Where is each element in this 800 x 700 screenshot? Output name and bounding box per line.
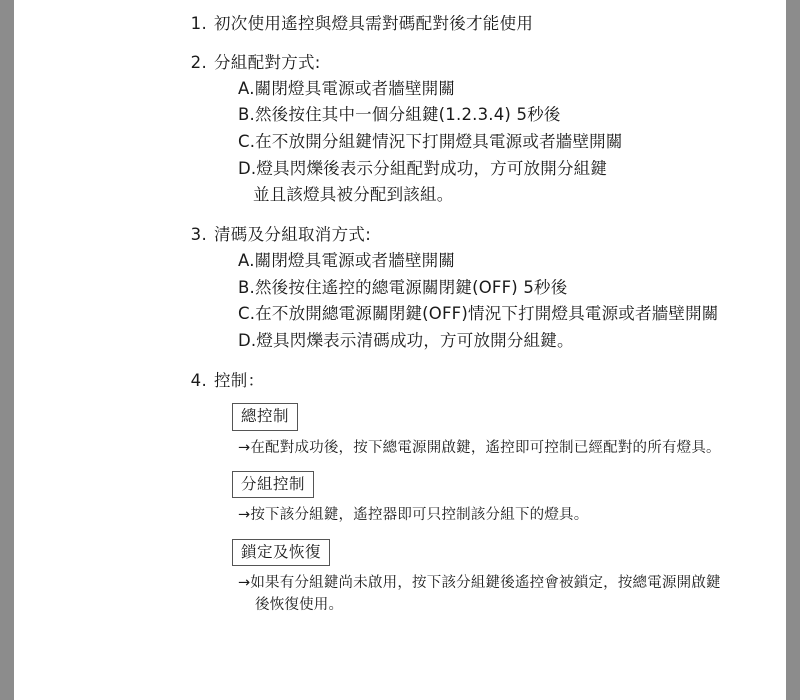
subline: C.在不放開分組鍵情況下打開燈具電源或者牆壁開關 bbox=[238, 131, 623, 151]
control-section bbox=[232, 403, 772, 459]
control-section-text: →按下該分組鍵，遙控器即可只控制該分組下的燈具。 bbox=[238, 507, 589, 524]
control-section-label: 總控制 bbox=[232, 403, 298, 430]
list-item-title: 清碼及分組取消方式: bbox=[214, 225, 372, 245]
right-page-edge-bar bbox=[786, 0, 800, 700]
list-item bbox=[188, 223, 772, 355]
subline: C.在不放開總電源關閉鍵(OFF)情況下打開燈具電源或者牆壁開關 bbox=[238, 304, 719, 324]
control-section bbox=[232, 539, 772, 617]
subline: A.關閉燈具電源或者牆壁開關 bbox=[238, 78, 456, 98]
control-section-text: →在配對成功後，按下總電源開啟鍵，遙控即可控制已經配對的所有燈具。 bbox=[238, 439, 721, 456]
list-item-heading bbox=[188, 369, 772, 394]
list-item bbox=[188, 369, 772, 617]
list-item-heading bbox=[188, 51, 772, 76]
list-item bbox=[188, 12, 772, 37]
list-item-heading bbox=[188, 223, 772, 248]
subline: B.然後按住其中一個分組鍵(1.2.3.4) 5秒後 bbox=[238, 105, 561, 125]
subline: D.燈具閃爍後表示分組配對成功，方可放開分組鍵 bbox=[238, 158, 608, 178]
control-section-label: 鎖定及恢復 bbox=[232, 539, 330, 566]
list-item-title: 分組配對方式: bbox=[214, 52, 321, 72]
subline: A.關閉燈具電源或者牆壁開關 bbox=[238, 250, 456, 270]
list-item-title: 初次使用遙控與燈具需對碼配對後才能使用 bbox=[214, 14, 534, 33]
list-item-number: 3. bbox=[190, 225, 207, 245]
list-item-title: 控制： bbox=[214, 370, 265, 390]
list-item-sublines bbox=[238, 248, 772, 355]
list-item-number: 4. bbox=[190, 370, 207, 390]
left-page-edge-bar bbox=[0, 0, 14, 700]
control-section-text-line2: 後恢復使用。 bbox=[255, 597, 344, 614]
control-section-text-line1: →如果有分組鍵尚未啟用，按下該分組鍵後遙控會被鎖定，按總電源開啟鍵 bbox=[238, 574, 721, 591]
list-item bbox=[188, 51, 772, 209]
list-item-heading bbox=[188, 12, 772, 37]
list-item-number: 1. bbox=[190, 14, 207, 33]
subline: D.燈具閃爍表示清碼成功，方可放開分組鍵。 bbox=[238, 331, 574, 350]
subline: 並且該燈具被分配到該組。 bbox=[253, 185, 454, 205]
control-sections bbox=[232, 403, 772, 616]
list-item-sublines bbox=[238, 76, 772, 210]
control-section-label: 分組控制 bbox=[232, 471, 314, 498]
list-item-number: 2. bbox=[190, 52, 207, 72]
subline: B.然後按住遙控的總電源關閉鍵(OFF) 5秒後 bbox=[238, 277, 568, 297]
control-section bbox=[232, 471, 772, 527]
control-section-text bbox=[238, 572, 772, 617]
